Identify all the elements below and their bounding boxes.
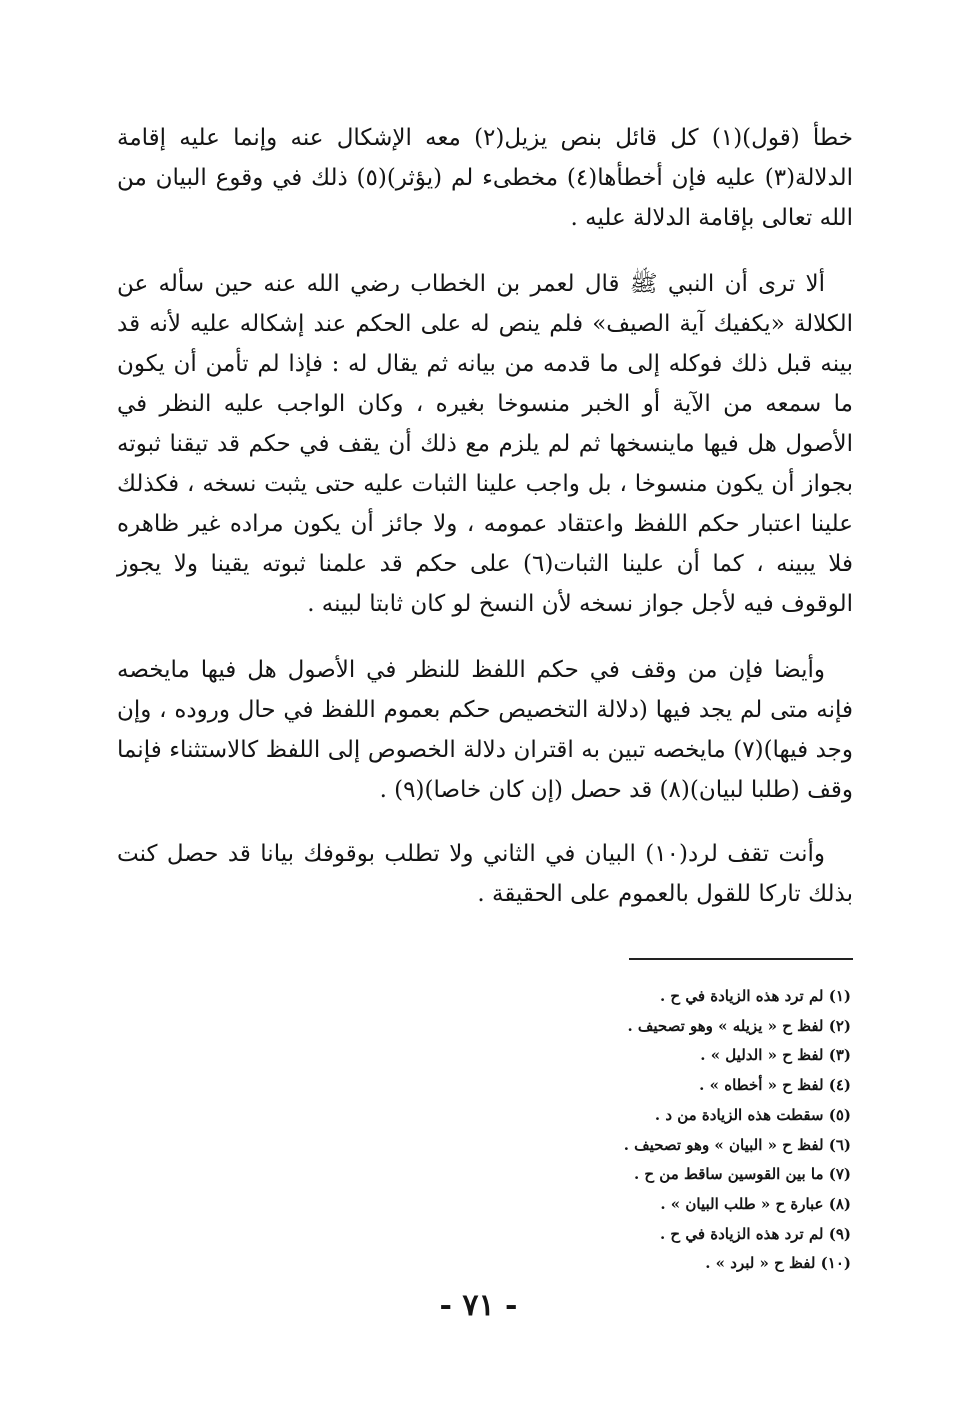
- paragraph-4: وأنت تقف لرد(١٠) البيان في الثاني ولا تطلب بوقوفك بيانا قد حصل كنت بذلك تاركا للقول بالعموم على الحقيقة .: [117, 841, 853, 907]
- paragraph-1: خطأ (قول)(١) كل قائل بنص يزيل(٢) معه الإشكال عنه وإنما عليه إقامة الدلالة(٣) عليه فإن أخطأها(٤) مخطىء لم (يؤثر)(٥) ذلك في وقوع البيان من الله تعالى بإقامة الدلالة عليه .: [117, 125, 853, 231]
- footnote-item: (١) لم ترد هذه الزيادة في ح .: [659, 987, 851, 1005]
- footnote-item: (٣) لفظ ح « الدليل » .: [700, 1046, 851, 1065]
- footnote-separator: [629, 958, 853, 960]
- page-number: - ٧١ -: [439, 1288, 518, 1323]
- footnote-item: (٤) لفظ ح « أخطاه » .: [699, 1076, 851, 1095]
- footnote-item: (٧) ما بين القوسين ساقط من ح .: [633, 1165, 851, 1184]
- footnote-item: (٩) لم ترد هذه الزيادة في ح .: [659, 1224, 851, 1243]
- paragraph-3: وأيضا فإن من وقف في حكم اللفظ للنظر في الأصول هل فيها مايخصه فإنه متى لم يجد فيها (دلالة التخصيص حكم بعموم اللفظ في حال وروده ، وإن وجد فيها)(٧) مايخصه تبين به اقتران دلالة الخصوص إلى اللفظ كالاستثناء فإنما وقف (طلبا لبيان)(٨) قد حصل (إن كان خاصا)(٩) .: [117, 657, 854, 803]
- footnote-item: (٨) عبارة ح « طلب البيان » .: [660, 1194, 851, 1213]
- paragraph-2: ألا ترى أن النبي ﷺ قال لعمر بن الخطاب رضي الله عنه حين سأله عن الكلالة «يكفيك آية الصيف» فلم ينص له على الحكم عند إشكاله عليه لأنه قد بينه قبل ذلك فوكله إلى ما قدمه من بيانه ثم يقال له : فإذا لم تأمن أن يكون ما سمعه من الآية أو الخبر منسوخا بغيره ، وكان الواجب عليه النظر في الأصول هل فيها ماينسخها ثم لم يلزم مع ذلك أن يقف في حكم قد تيقنا ثبوته بجواز أن يكون منسوخا ، بل واجب علينا الثبات عليه حتى يثبت نسخه ، فكذلك علينا اعتبار حكم اللفظ واعتقاد عمومه ، ولا جائز أن يكون مراده غير ظاهره فلا يبينه ، كما أن علينا الثبات(٦) على حكم قد علمنا ثبوته يقينا ولا يجوز الوقوف فيه لأجل جواز نسخه لأن النسخ لو كان ثابتا لبينه .: [117, 271, 853, 617]
- footnote-item: (٢) لفظ ح « يزيله » وهو تصحيف .: [627, 1016, 851, 1035]
- main-text: [117, 118, 853, 914]
- footnotes-list: [331, 982, 851, 1279]
- footnote-item: (١٠) لفظ ح « لبرد » .: [705, 1254, 851, 1273]
- footnote-item: (٥) سقطت هذه الزيادة من د .: [654, 1105, 851, 1124]
- footnote-item: (٦) لفظ ح « البيان » وهو تصحيف .: [623, 1135, 851, 1154]
